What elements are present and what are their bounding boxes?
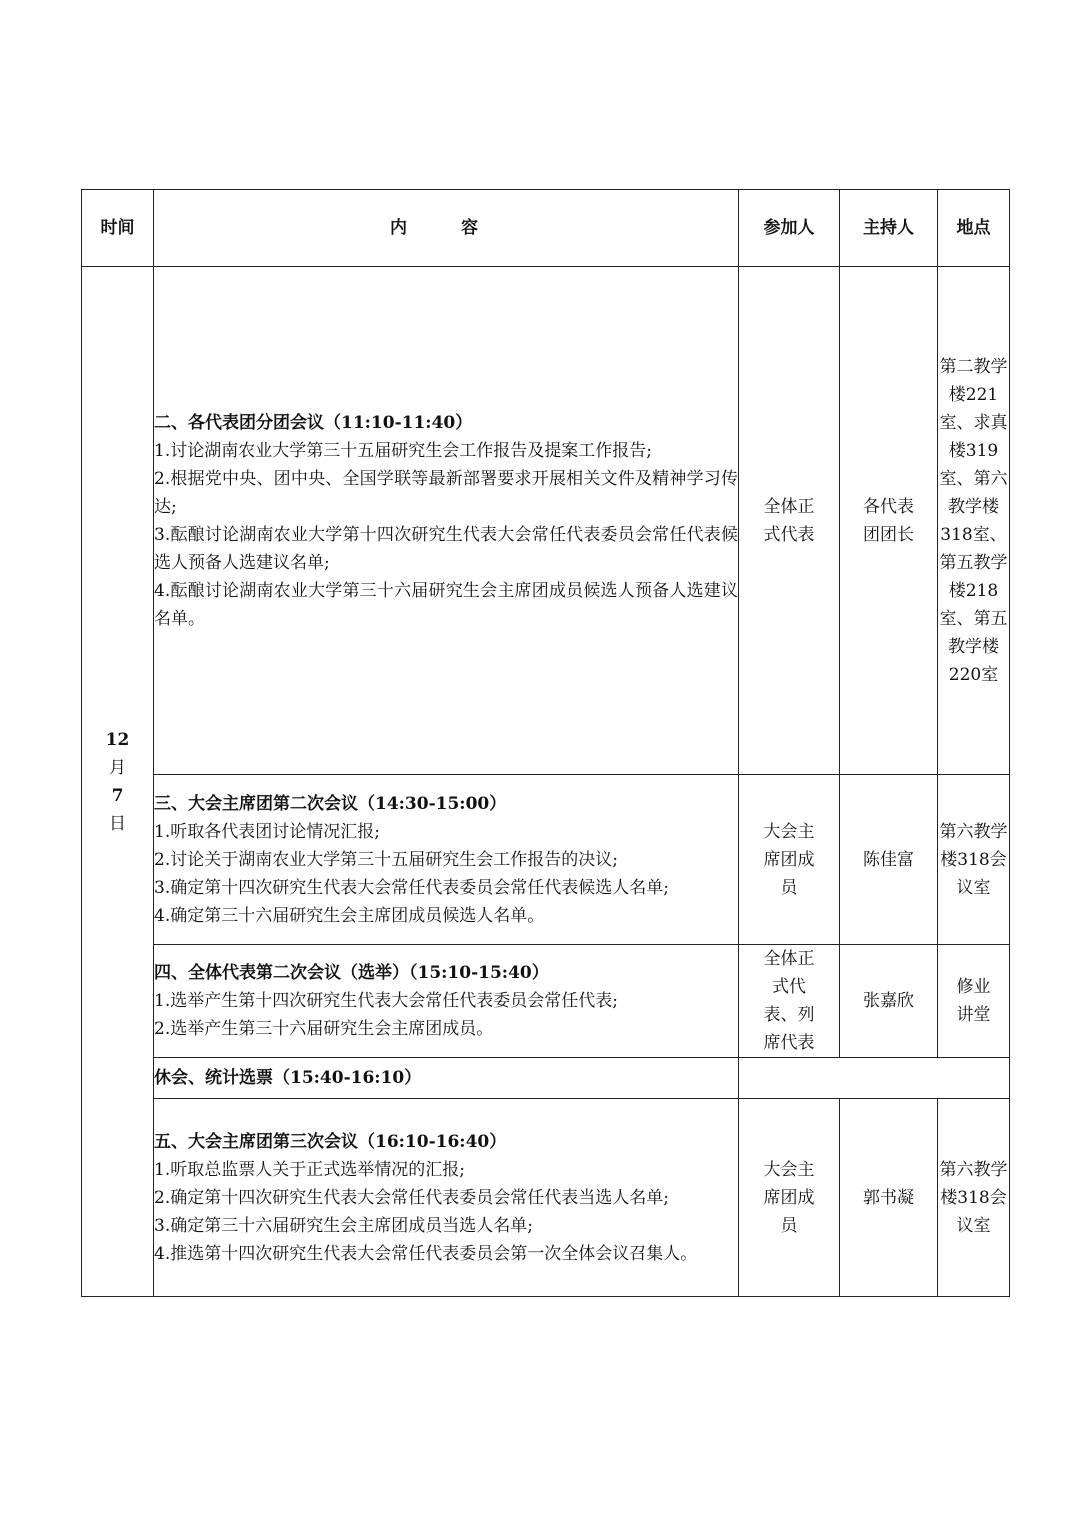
session-2-location: 第六教学楼318会议室 [938, 775, 1010, 945]
session-5-title: 五、大会主席团第三次会议（16:10-16:40） [154, 1131, 507, 1152]
date-day-char: 日 [109, 813, 126, 834]
break-title: 休会、统计选票（15:40-16:10） [154, 1058, 739, 1099]
header-location: 地点 [938, 190, 1010, 267]
session-1-host-text: 各代表团团长 [863, 496, 914, 545]
session-2-content [154, 775, 739, 945]
session-row-2 [82, 775, 1010, 945]
session-1-content [154, 267, 739, 775]
session-5-host: 郭书凝 [840, 1099, 938, 1297]
session-5-attendees-text: 大会主席团成员 [763, 1159, 815, 1236]
header-content-label: 内 容 [390, 218, 502, 238]
session-2-host: 陈佳富 [840, 775, 938, 945]
session-3-item-2: 2.选举产生第三十六届研究生会主席团成员。 [154, 1019, 494, 1039]
session-row-3 [82, 945, 1010, 1058]
session-3-location-text: 修业讲堂 [956, 977, 991, 1025]
session-2-item-3: 3.确定第十四次研究生代表大会常任代表委员会常任代表候选人名单; [154, 877, 669, 898]
session-1-location: 第二教学楼221室、求真楼319室、第六教学楼318室、第五教学楼218室、第五教学楼220室 [938, 267, 1010, 775]
session-row-5 [82, 1099, 1010, 1297]
session-1-attendees-text: 全体正式代表 [763, 496, 815, 545]
session-1-item-2: 2.根据党中央、团中央、全国学联等最新部署要求开展相关文件及精神学习传达; [154, 468, 738, 517]
session-3-attendees [739, 945, 840, 1058]
session-2-item-1: 1.听取各代表团讨论情况汇报; [154, 821, 380, 842]
header-host: 主持人 [840, 190, 938, 267]
session-1-item-3: 3.酝酿讨论湖南农业大学第十四次研究生代表大会常任代表委员会常任代表候选人预备人选建议名单; [154, 524, 738, 573]
session-1-attendees [739, 267, 840, 775]
session-3-location [938, 945, 1010, 1058]
session-3-host: 张嘉欣 [840, 945, 938, 1058]
break-row [82, 1058, 1010, 1099]
session-1-item-1: 1.讨论湖南农业大学第三十五届研究生会工作报告及提案工作报告; [154, 440, 652, 461]
session-3-title: 四、全体代表第二次会议（选举）（15:10-15:40） [154, 963, 549, 983]
session-5-content [154, 1099, 739, 1297]
session-2-attendees [739, 775, 840, 945]
session-5-item-1: 1.听取总监票人关于正式选举情况的汇报; [154, 1159, 465, 1180]
session-5-location: 第六教学楼318会议室 [938, 1099, 1010, 1297]
date-number: 7 [111, 785, 124, 806]
session-5-item-4: 4.推选第十四次研究生代表大会常任代表委员会第一次全体会议召集人。 [154, 1243, 698, 1264]
header-attendees: 参加人 [739, 190, 840, 267]
session-2-item-2: 2.讨论关于湖南农业大学第三十五届研究生会工作报告的决议; [154, 849, 618, 870]
session-1-host [840, 267, 938, 775]
session-5-attendees [739, 1099, 840, 1297]
session-2-attendees-text: 大会主席团成员 [763, 821, 815, 898]
session-row-1 [82, 267, 1010, 775]
session-1-title: 二、各代表团分团会议（11:10-11:40） [154, 412, 473, 433]
date-cell [82, 267, 154, 1297]
session-5-item-3: 3.确定第三十六届研究生会主席团成员当选人名单; [154, 1215, 533, 1236]
session-2-title: 三、大会主席团第二次会议（14:30-15:00） [154, 793, 507, 814]
date-month-char: 月 [109, 757, 126, 778]
date-day-number: 12 [105, 729, 130, 750]
header-time: 时间 [82, 190, 154, 267]
schedule-table [81, 189, 1010, 1297]
header-content [154, 190, 739, 267]
session-3-content [154, 945, 739, 1058]
break-empty-cell [739, 1058, 1010, 1099]
session-2-item-4: 4.确定第三十六届研究生会主席团成员候选人名单。 [154, 905, 545, 926]
session-1-item-4: 4.酝酿讨论湖南农业大学第三十六届研究生会主席团成员候选人预备人选建议名单。 [154, 580, 738, 629]
header-row [82, 190, 1010, 267]
session-3-item-1: 1.选举产生第十四次研究生代表大会常任代表委员会常任代表; [154, 991, 618, 1011]
session-3-attendees-text: 全体正式代表、列席代表 [763, 949, 815, 1053]
session-5-item-2: 2.确定第十四次研究生代表大会常任代表委员会常任代表当选人名单; [154, 1187, 669, 1208]
